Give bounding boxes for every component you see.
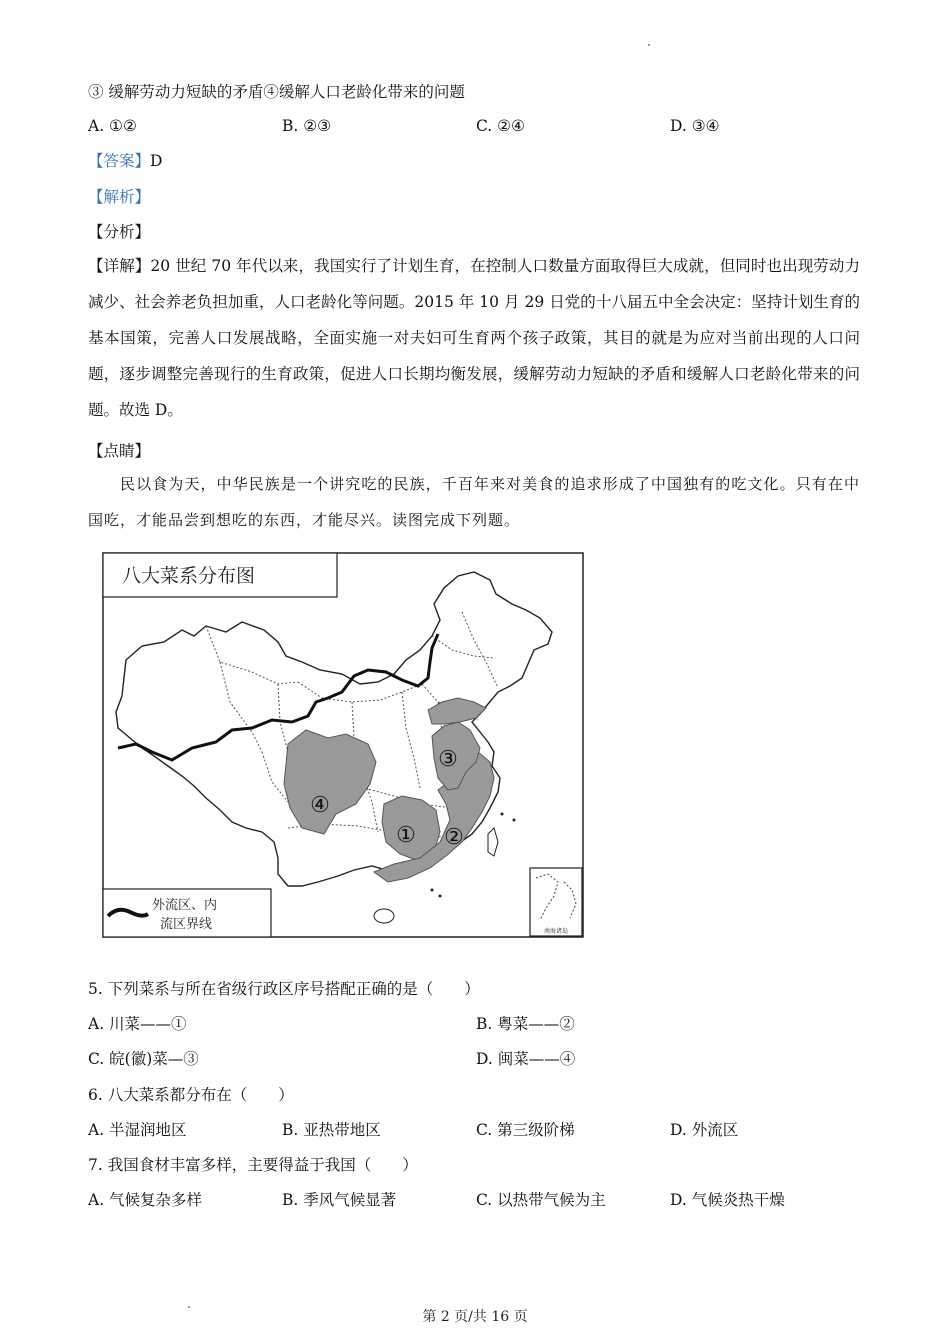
intro-option-b: B. ②③ — [282, 117, 332, 135]
page-footer: 第 2 页/共 16 页 — [422, 1309, 528, 1325]
intro-option-d: D. ③④ — [670, 117, 720, 135]
q5-option-a: A. 川菜——① — [88, 1015, 187, 1033]
answer-tag: 【答案】 — [88, 152, 151, 170]
q6-option-d: D. 外流区 — [670, 1121, 739, 1139]
inset-label: 南海诸岛 — [543, 928, 569, 935]
q7-option-c: C. 以热带气候为主 — [476, 1191, 606, 1209]
q7-stem: 7. 我国食材丰富多样，主要得益于我国（ ） — [88, 1156, 418, 1174]
detail-text: 20 世纪 70 年代以来，我国实行了计划生育，在控制人口数量方面取得巨大成就，但同时也出现劳动力减少、社会养老负担加重，人口老龄化等问题。2015 年 10 月 29 日党的十八届五中全会决定：坚持计划生育的基本国策，完善人口发展战略，全面实施一对夫妇可生育两个孩子政策，其目的就是为应对当前出现的人口问题，逐步调整完善现行的生育政策，促进人口长期均衡发展，缓解劳动力短缺的矛盾和缓解人口老龄化带来的问题。故选 D。 — [88, 257, 860, 419]
legend-text-2: 流区界线 — [160, 917, 213, 932]
map-title: 八大菜系分布图 — [122, 565, 256, 587]
marker-2: ② — [444, 825, 464, 850]
fenxi-tag: 【分析】 — [88, 223, 151, 241]
dianjing-tag: 【点睛】 — [88, 442, 151, 460]
analysis-tag: 【解析】 — [88, 188, 151, 206]
legend-text-1: 外流区、内 — [152, 898, 218, 913]
q7-option-b: B. 季风气候显著 — [282, 1191, 397, 1209]
q7-option-d: D. 气候炎热干燥 — [670, 1191, 785, 1209]
q6-option-a: A. 半湿润地区 — [88, 1121, 187, 1139]
answer-line — [88, 151, 162, 171]
marker-1: ① — [396, 823, 416, 848]
detail-paragraph — [88, 248, 860, 428]
intro-option-c: C. ②④ — [476, 117, 525, 135]
intro-line: ③ 缓解劳动力短缺的矛盾④缓解人口老龄化带来的问题 — [88, 83, 465, 101]
q7-option-a: A. 气候复杂多样 — [88, 1191, 203, 1209]
q5-stem: 5. 下列菜系与所在省级行政区序号搭配正确的是（ ） — [88, 980, 480, 998]
q6-option-c: C. 第三级阶梯 — [476, 1121, 575, 1139]
q5-option-d: D. 闽菜——④ — [476, 1050, 576, 1068]
detail-tag: 【详解】 — [88, 257, 151, 275]
q6-stem: 6. 八大菜系都分布在（ ） — [88, 1086, 294, 1104]
scan-dot — [648, 44, 650, 46]
q5-option-c: C. 皖(徽)菜—③ — [88, 1050, 199, 1068]
intro-option-a: A. ①② — [88, 117, 137, 135]
hainan-island — [374, 909, 394, 923]
marker-3: ③ — [438, 747, 458, 772]
marker-4: ④ — [310, 793, 330, 818]
q5-option-b: B. 粤菜——② — [476, 1015, 575, 1033]
cuisine-map — [102, 552, 584, 938]
answer-value: D — [150, 152, 163, 170]
passage: 民以食为天，中华民族是一个讲究吃的民族，千百年来对美食的追求形成了中国独有的吃文化。只有在中国吃，才能品尝到想吃的东西，才能尽兴。读图完成下列题。 — [88, 475, 860, 529]
inset-box — [530, 868, 582, 936]
q6-option-b: B. 亚热带地区 — [282, 1121, 381, 1139]
